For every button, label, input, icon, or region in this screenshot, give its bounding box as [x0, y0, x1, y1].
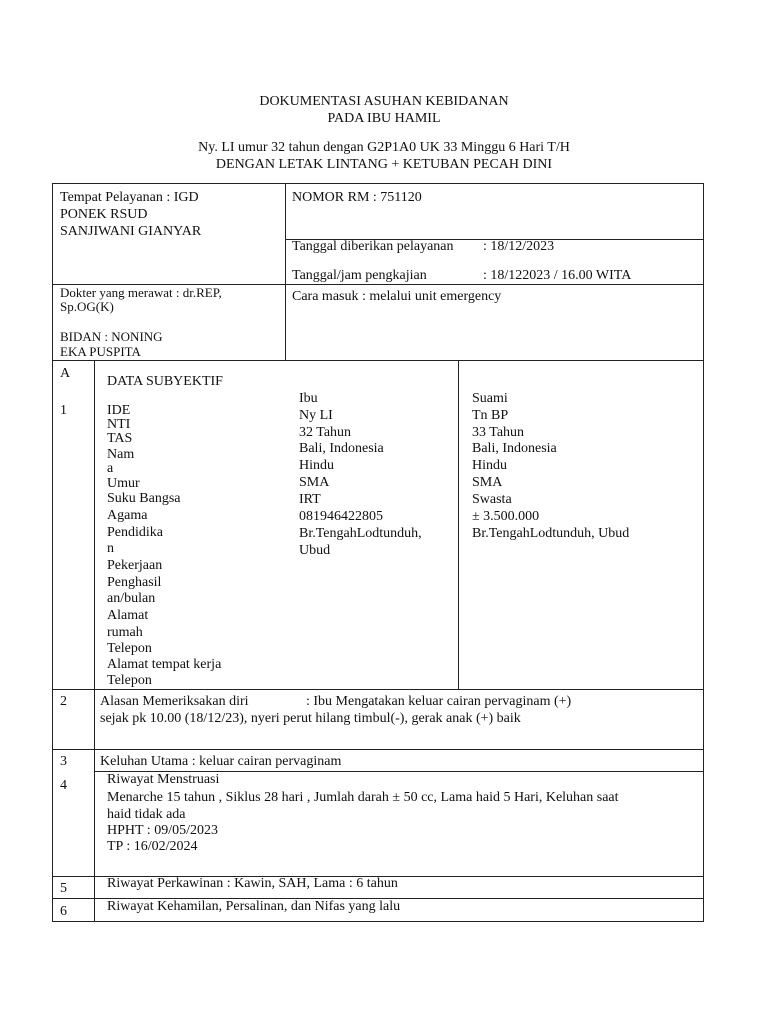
wife-value: Ubud [299, 543, 331, 558]
assessment-date-label: Tanggal/jam pengkajian [292, 268, 427, 283]
row-number-6: 6 [60, 904, 67, 919]
pregnancy-history: Riwayat Kehamilan, Persalinan, dan Nifas yang lalu [107, 899, 401, 914]
exam-reason-label: Alasan Memeriksakan diri [100, 694, 249, 709]
service-place: Tempat Pelayanan : IGD [60, 190, 199, 205]
identity-label: n [107, 541, 114, 556]
identity-label: Agama [107, 508, 148, 523]
husband-value: Tn BP [472, 408, 509, 423]
wife-value: 081946422805 [299, 509, 383, 524]
document-title-line2: PADA IBU HAMIL [327, 111, 441, 126]
wife-value: Bali, Indonesia [299, 441, 384, 456]
identity-label: an/bulan [107, 591, 156, 606]
identity-label: IDE [107, 403, 131, 418]
attending-doctor: Dokter yang merawat : dr.REP, [60, 285, 222, 300]
due-date: TP : 16/02/2024 [107, 839, 198, 854]
identity-label: Alamat [107, 608, 149, 623]
service-date-label: Tanggal diberikan pelayanan [292, 239, 454, 254]
husband-value: Suami [472, 391, 508, 406]
identity-label: Pendidika [107, 525, 163, 540]
row-number-4: 4 [60, 778, 67, 793]
husband-value: Bali, Indonesia [472, 441, 557, 456]
husband-value: Swasta [472, 492, 512, 507]
wife-value: Br.TengahLodtunduh, [299, 526, 422, 541]
service-place-line3: SANJIWANI GIANYAR [60, 224, 202, 239]
midwife-name: BIDAN : NONING [60, 329, 163, 344]
wife-value: Hindu [299, 458, 334, 473]
identity-label: Telepon [107, 641, 152, 656]
service-place-line2: PONEK RSUD [60, 207, 148, 222]
document-subtitle-line2: DENGAN LETAK LINTANG + KETUBAN PECAH DINI [215, 157, 553, 172]
assessment-date-value: : 18/122023 / 16.00 WITA [483, 268, 632, 283]
identity-label: Alamat tempat kerja [107, 657, 222, 672]
wife-value: IRT [299, 492, 321, 507]
identity-label: a [107, 461, 114, 476]
identity-label: Nam [107, 447, 135, 462]
identity-label: NTI [107, 417, 131, 432]
menstrual-history-detail: Menarche 15 tahun , Siklus 28 hari , Jumlah darah ± 50 cc, Lama haid 5 Hari, Keluhan saat [107, 790, 619, 805]
hpht-date: HPHT : 09/05/2023 [107, 823, 218, 838]
identity-label: Telepon [107, 673, 152, 688]
exam-reason-value: : Ibu Mengatakan keluar cairan pervaginam (+) [306, 694, 572, 709]
wife-value: Ny LI [299, 408, 333, 423]
service-date-value: : 18/12/2023 [483, 239, 555, 254]
menstrual-history-detail-line2: haid tidak ada [107, 807, 186, 822]
midwife-name-line2: EKA PUSPITA [60, 344, 141, 359]
row-number-5: 5 [60, 881, 67, 896]
identity-label: Pekerjaan [107, 558, 163, 573]
exam-reason-detail: sejak pk 10.00 (18/12/23), nyeri perut hilang timbul(-), gerak anak (+) baik [100, 711, 521, 726]
menstrual-history-title: Riwayat Menstruasi [107, 772, 220, 787]
section-heading: DATA SUBYEKTIF [107, 374, 223, 389]
document-title: DOKUMENTASI ASUHAN KEBIDANAN [259, 94, 509, 109]
attending-doctor-line2: Sp.OG(K) [60, 299, 114, 314]
main-complaint: Keluhan Utama : keluar cairan pervaginam [100, 754, 342, 769]
row-number-3: 3 [60, 754, 67, 769]
identity-label: Umur [107, 476, 140, 491]
husband-value: 33 Tahun [472, 425, 525, 440]
marriage-history: Riwayat Perkawinan : Kawin, SAH, Lama : 6 tahun [107, 876, 398, 891]
husband-value: Hindu [472, 458, 507, 473]
identity-label: Suku Bangsa [107, 491, 181, 506]
husband-value: Br.TengahLodtunduh, Ubud [472, 526, 630, 541]
document-subtitle: Ny. LI umur 32 tahun dengan G2P1A0 UK 33 Minggu 6 Hari T/H [198, 140, 570, 155]
section-letter: A [60, 366, 71, 381]
row-number-2: 2 [60, 694, 67, 709]
wife-value: Ibu [299, 391, 318, 406]
wife-value: 32 Tahun [299, 425, 352, 440]
husband-value: SMA [472, 475, 503, 490]
rm-number: NOMOR RM : 751120 [292, 190, 422, 205]
identity-label: Penghasil [107, 575, 162, 590]
identity-label: TAS [107, 431, 133, 446]
entry-method: Cara masuk : melalui unit emergency [292, 289, 502, 304]
wife-value: SMA [299, 475, 330, 490]
husband-value: ± 3.500.000 [472, 509, 540, 524]
row-number-1: 1 [60, 403, 67, 418]
identity-label: rumah [107, 625, 143, 640]
